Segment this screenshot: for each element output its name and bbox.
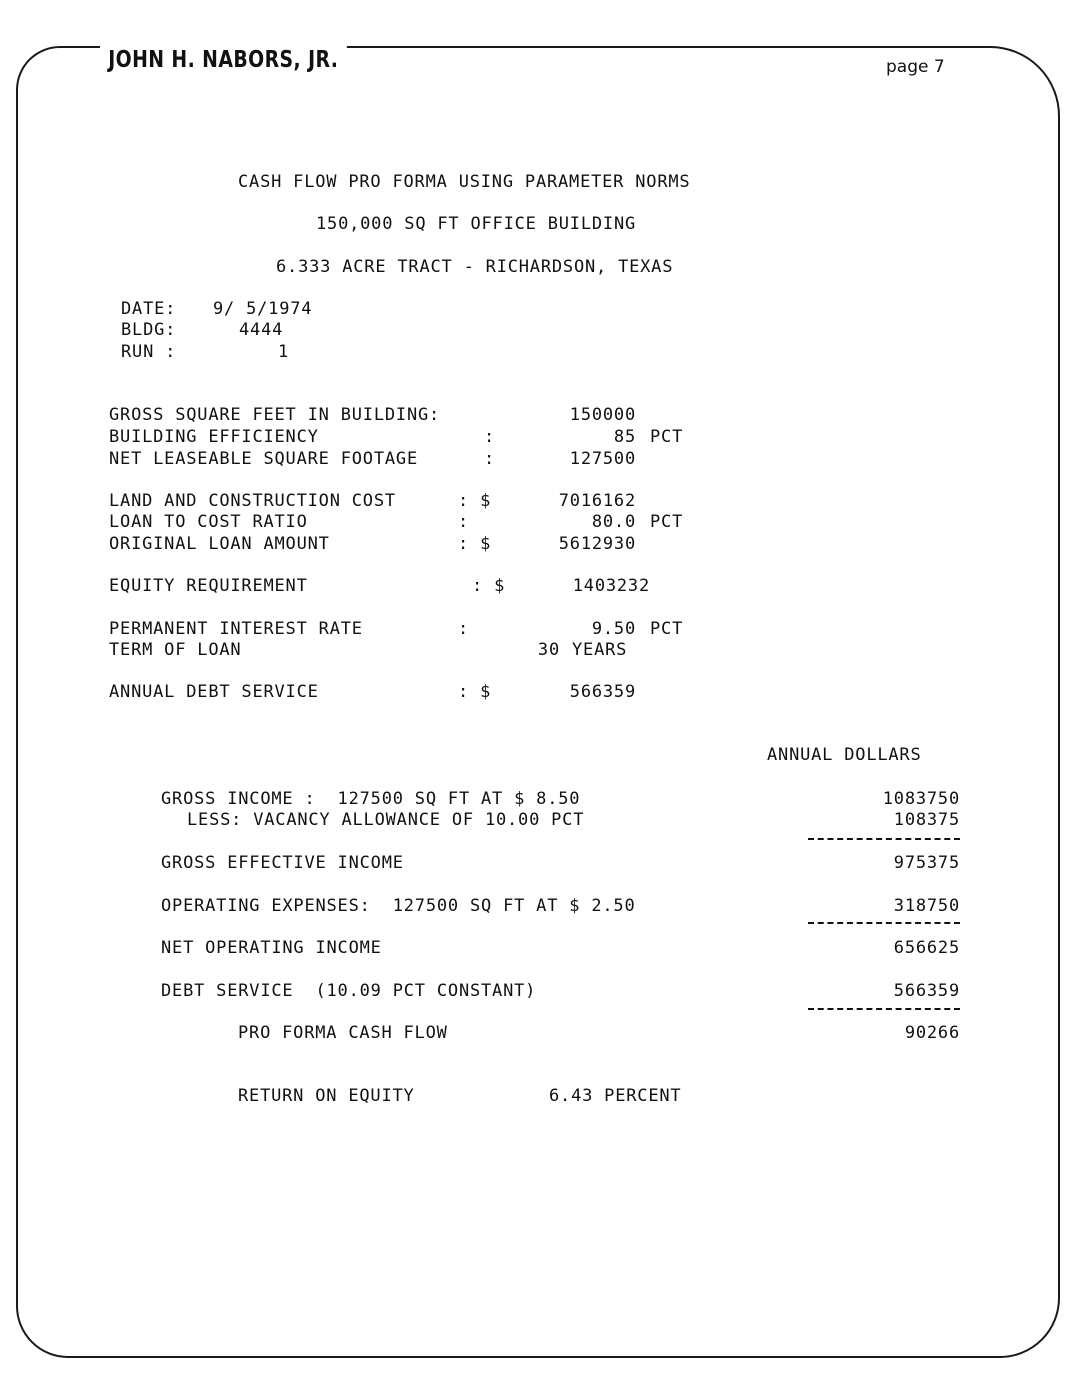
param-label: LAND AND CONSTRUCTION COST <box>109 491 396 511</box>
param-label: PERMANENT INTEREST RATE <box>109 619 363 639</box>
param-separator: : $ <box>458 682 492 702</box>
vacancy-label: LESS: VACANCY ALLOWANCE OF 10.00 PCT <box>187 810 585 830</box>
param-label: LOAN TO COST RATIO <box>109 512 308 532</box>
param-label: NET LEASEABLE SQUARE FOOTAGE <box>109 449 418 469</box>
param-value: 9.50 <box>591 619 636 639</box>
author-name: JOHN H. NABORS, JR. <box>100 44 347 76</box>
param-separator: : <box>484 449 496 469</box>
param-label: ORIGINAL LOAN AMOUNT <box>109 534 330 554</box>
gross-effective-income-value: 975375 <box>893 853 960 873</box>
param-value: 7016162 <box>558 491 636 511</box>
param-unit: PCT <box>650 512 684 532</box>
param-unit: PCT <box>650 619 684 639</box>
param-separator: : <box>458 619 470 639</box>
param-label: GROSS SQUARE FEET IN BUILDING: <box>109 405 441 425</box>
vacancy-value: 108375 <box>893 810 960 830</box>
date-value: 9/ 5/1974 <box>213 299 313 319</box>
gross-income-label: GROSS INCOME : 127500 SQ FT AT $ 8.50 <box>161 789 581 809</box>
bldg-label: BLDG: <box>121 320 177 340</box>
param-unit: PCT <box>650 427 684 447</box>
param-label: BUILDING EFFICIENCY <box>109 427 319 447</box>
report-location: 6.333 ACRE TRACT - RICHARDSON, TEXAS <box>276 257 674 277</box>
operating-expenses-label: OPERATING EXPENSES: 127500 SQ FT AT $ 2.50 <box>161 896 636 916</box>
param-separator: : <box>458 512 470 532</box>
operating-expenses-value: 318750 <box>893 896 960 916</box>
debt-service-label: DEBT SERVICE (10.09 PCT CONSTANT) <box>161 981 537 1001</box>
param-label: EQUITY REQUIREMENT <box>109 576 308 596</box>
param-value: 5612930 <box>558 534 636 554</box>
return-on-equity-label: RETURN ON EQUITY <box>238 1086 415 1106</box>
param-separator: : $ <box>472 576 506 596</box>
subtotal-rule <box>808 838 960 840</box>
param-value: 1403232 <box>572 576 650 596</box>
run-label: RUN : <box>121 342 177 362</box>
net-operating-income-label: NET OPERATING INCOME <box>161 938 382 958</box>
param-label: TERM OF LOAN <box>109 640 242 660</box>
gross-effective-income-label: GROSS EFFECTIVE INCOME <box>161 853 404 873</box>
gross-income-value: 1083750 <box>882 789 960 809</box>
param-separator: : <box>484 427 496 447</box>
param-separator: : $ <box>458 534 492 554</box>
param-separator: : $ <box>458 491 492 511</box>
param-label: ANNUAL DEBT SERVICE <box>109 682 319 702</box>
pro-forma-cash-flow-value: 90266 <box>904 1023 960 1043</box>
return-on-equity-value: 6.43 PERCENT <box>549 1086 682 1106</box>
pro-forma-cash-flow-label: PRO FORMA CASH FLOW <box>238 1023 448 1043</box>
run-value: 1 <box>278 342 290 362</box>
param-value: 127500 <box>569 449 636 469</box>
subtotal-rule <box>808 922 960 924</box>
annual-dollars-header: ANNUAL DOLLARS <box>767 745 922 765</box>
page-number: page 7 <box>886 57 945 77</box>
param-value: 30 <box>537 640 560 660</box>
param-value: 566359 <box>569 682 636 702</box>
param-value: 150000 <box>569 405 636 425</box>
param-value: 85 <box>613 427 636 447</box>
param-value: 80.0 <box>591 512 636 532</box>
subtotal-rule <box>808 1008 960 1010</box>
debt-service-value: 566359 <box>893 981 960 1001</box>
bldg-value: 4444 <box>239 320 284 340</box>
net-operating-income-value: 656625 <box>893 938 960 958</box>
date-label: DATE: <box>121 299 177 319</box>
report-subtitle: 150,000 SQ FT OFFICE BUILDING <box>316 214 637 234</box>
param-unit: YEARS <box>572 640 628 660</box>
report-title: CASH FLOW PRO FORMA USING PARAMETER NORMS <box>238 172 691 192</box>
